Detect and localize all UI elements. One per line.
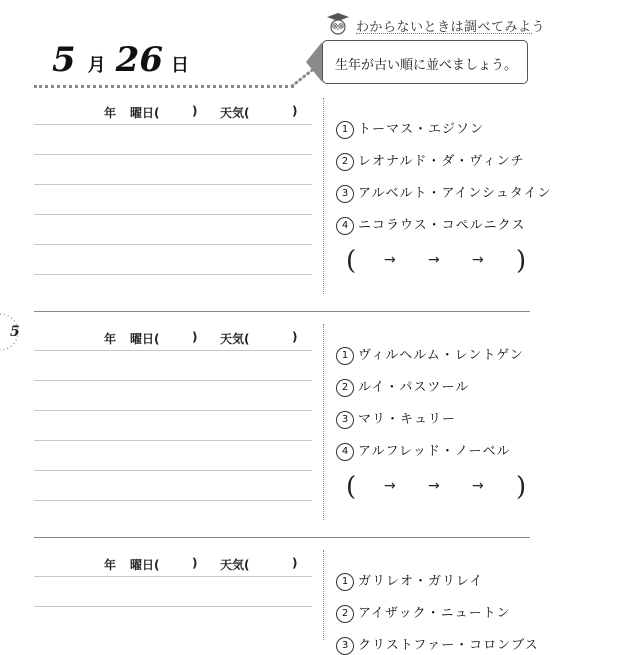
choice-item (336, 634, 539, 655)
writing-line[interactable] (34, 274, 312, 275)
choice-text: アルベルト・アインシュタイン (358, 186, 552, 201)
section-separator (34, 537, 530, 538)
writing-line[interactable] (34, 244, 312, 245)
day-number: 26 (115, 40, 163, 80)
choice-number: 2 (336, 153, 354, 171)
answer-close-paren: ) (516, 472, 527, 502)
day-kanji: 日 (171, 55, 189, 76)
writing-line[interactable] (34, 214, 312, 215)
choice-item (336, 150, 525, 171)
writing-line[interactable] (34, 500, 312, 501)
weekday-label: 曜日( (130, 332, 160, 346)
hint-underline (356, 33, 532, 34)
section-separator (34, 311, 530, 312)
answer-arrow: → (428, 252, 440, 268)
side-page-number: 5 (10, 324, 20, 340)
writing-line[interactable] (34, 470, 312, 471)
year-label: 年 (104, 332, 117, 346)
choice-number: 3 (336, 185, 354, 203)
weekday-close: ) (192, 556, 198, 570)
choice-text: ニコラウス・コペルニクス (358, 218, 526, 233)
answer-open-paren: ( (346, 246, 357, 276)
writing-line[interactable] (34, 184, 312, 185)
column-divider (323, 324, 324, 520)
choice-number: 1 (336, 347, 354, 365)
choice-number: 3 (336, 411, 354, 429)
weather-close: ) (292, 330, 298, 344)
year-label: 年 (104, 106, 117, 120)
choice-item (336, 214, 525, 235)
answer-open-paren: ( (346, 472, 357, 502)
choice-text: レオナルド・ダ・ヴィンチ (358, 154, 525, 169)
choice-item (336, 344, 524, 365)
header-dotted-rule (34, 85, 294, 88)
column-divider (323, 550, 324, 640)
choice-number: 1 (336, 121, 354, 139)
choice-number: 2 (336, 605, 354, 623)
writing-line[interactable] (34, 440, 312, 441)
choice-number: 4 (336, 443, 354, 461)
weather-label: 天気( (220, 558, 250, 572)
choice-text: ヴィルヘルム・レントゲン (358, 348, 524, 363)
writing-line[interactable] (34, 606, 312, 607)
writing-line[interactable] (34, 124, 312, 125)
choice-text: マリ・キュリー (358, 412, 457, 427)
choice-number: 1 (336, 573, 354, 591)
choice-item (336, 570, 483, 591)
choice-number: 2 (336, 379, 354, 397)
weather-close: ) (292, 104, 298, 118)
writing-line[interactable] (34, 154, 312, 155)
choice-item (336, 602, 511, 623)
column-divider (323, 98, 324, 294)
question-box (322, 40, 528, 84)
answer-arrow: → (428, 478, 440, 494)
choice-text: ガリレオ・ガリレイ (358, 574, 484, 589)
year-label: 年 (104, 558, 117, 572)
writing-line[interactable] (34, 410, 312, 411)
hint-text: わからないときは調べてみよう (356, 20, 546, 35)
choice-text: アルフレッド・ノーベル (358, 444, 511, 459)
date-heading (52, 40, 199, 84)
choice-item (336, 440, 510, 461)
month-number: 5 (52, 40, 76, 80)
writing-line[interactable] (34, 380, 312, 381)
choice-text: クリストファー・コロンブス (358, 638, 539, 653)
weekday-close: ) (192, 330, 198, 344)
header-dotted-connector (290, 60, 330, 90)
month-kanji: 月 (87, 55, 106, 76)
choice-number: 4 (336, 217, 354, 235)
weekday-label: 曜日( (130, 106, 160, 120)
choice-text: ルイ・パスツール (358, 380, 470, 395)
answer-arrow: → (384, 252, 396, 268)
choice-item (336, 182, 551, 203)
choice-number: 3 (336, 637, 354, 655)
weather-label: 天気( (220, 106, 250, 120)
answer-close-paren: ) (516, 246, 527, 276)
answer-arrow: → (472, 252, 484, 268)
choice-item (336, 376, 469, 397)
answer-arrow: → (384, 478, 396, 494)
weekday-label: 曜日( (130, 558, 160, 572)
writing-line[interactable] (34, 350, 312, 351)
choice-text: トーマス・エジソン (358, 122, 485, 137)
weekday-close: ) (192, 104, 198, 118)
choice-item (336, 118, 484, 139)
choice-text: アイザック・ニュートン (358, 606, 511, 621)
answer-arrow: → (472, 478, 484, 494)
weather-close: ) (292, 556, 298, 570)
weather-label: 天気( (220, 332, 250, 346)
owl-teacher-icon (326, 12, 350, 36)
writing-line[interactable] (34, 576, 312, 577)
question-text: 生年が古い順に並べましょう。 (335, 58, 518, 73)
choice-item (336, 408, 456, 429)
